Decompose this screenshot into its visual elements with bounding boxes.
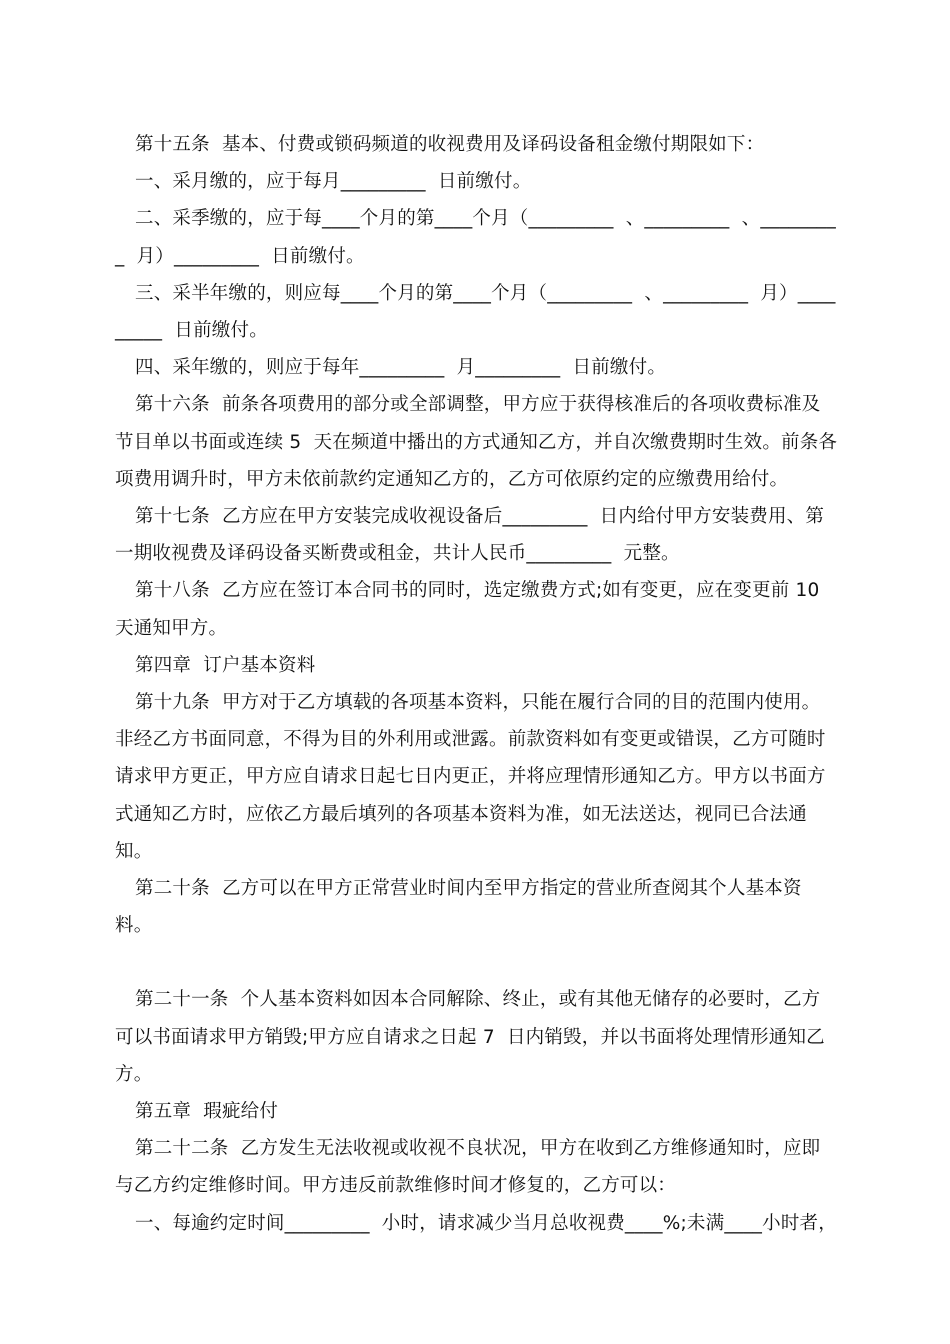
- article-16-paragraph: 第十六条 前条各项费用的部分或全部调整，甲方应于获得核准后的各项收费标准及节目单以书面或连续 5 天在频道中播出的方式通知乙方，并自次缴费期时生效。前条各项费用调升时，甲方未依前款约定通知乙方的，乙方可依原约定的应缴费用给付。: [115, 394, 838, 490]
- chapter-5-heading: 第五章 瑕疵给付: [135, 1101, 279, 1123]
- article-19-paragraph: 第十九条 甲方对于乙方填载的各项基本资料，只能在履行合同的目的范围内使用。非经乙方书面同意，不得为目的外利用或泄露。前款资料如有变更或错误，乙方可随时请求甲方更正，甲方应自请求日起七日内更正，并将应理情形通知乙方。甲方以书面方式通知乙方时，应依乙方最后填列的各项基本资料为准，如无法送达，视同已合法通知。: [115, 692, 826, 862]
- chapter-4-heading: 第四章 订户基本资料: [135, 654, 316, 676]
- quarterly-payment-paragraph: 二、采季缴的，应于每____个月的第____个月（_________ 、_________ 、_________ 月）_________ 日前缴付。: [115, 208, 836, 267]
- article-22-paragraph: 第二十二条 乙方发生无法收视或收视不良状况，甲方在收到乙方维修通知时，应即与乙方约定维修时间。甲方违反前款维修时间才修复的，乙方可以：: [115, 1138, 821, 1197]
- annual-payment-paragraph: 四、采年缴的，则应于每年_________ 月_________ 日前缴付。: [135, 357, 667, 379]
- semiannual-payment-paragraph: 三、采半年缴的，则应每____个月的第____个月（_________ 、_________ 月）_________ 日前缴付。: [115, 282, 836, 342]
- blank-line: [115, 944, 839, 981]
- article-20-paragraph: 第二十条 乙方可以在甲方正常营业时间内至甲方指定的营业所查阅其个人基本资料。: [115, 878, 802, 937]
- article-15-paragraph: 第十五条 基本、付费或锁码频道的收视费用及译码设备租金缴付期限如下：: [135, 134, 765, 155]
- article-17-paragraph: 第十七条 乙方应在甲方安装完成收视设备后_________ 日内给付甲方安装费用、第一期收视费及译码设备买断费或租金，共计人民币_________ 元整。: [115, 506, 825, 565]
- article-18-paragraph: 第十八条 乙方应在签订本合同书的同时，选定缴费方式;如有变更，应在变更前 10 天通知甲方。: [115, 580, 826, 639]
- article-21-paragraph: 第二十一条 个人基本资料如因本合同解除、终止，或有其他无储存的必要时，乙方可以书面请求甲方销毁;甲方应自请求之日起 7 日内销毁，并以书面将处理情形通知乙方。: [115, 989, 825, 1085]
- compensation-item-1-paragraph: 一、每逾约定时间_________ 小时，请求减少当月总收视费____%;未满____小时者，: [135, 1212, 837, 1234]
- document-body: [115, 126, 839, 1242]
- monthly-payment-paragraph: 一、采月缴的，应于每月_________ 日前缴付。: [135, 171, 532, 193]
